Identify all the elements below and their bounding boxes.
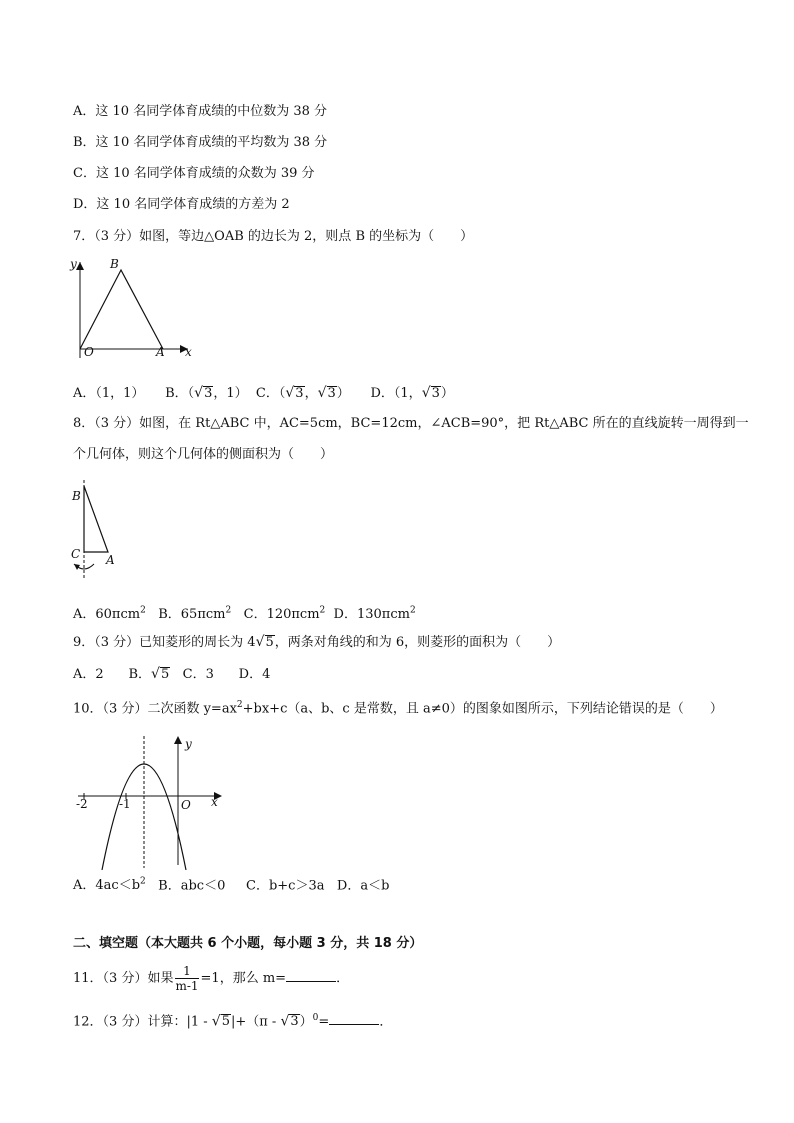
q8-label-c: C bbox=[71, 547, 81, 561]
q8-triangle bbox=[84, 486, 108, 552]
q7-label-b: B bbox=[110, 257, 119, 271]
q7-triangle bbox=[80, 270, 163, 349]
q9-option-c: C．3 bbox=[182, 667, 214, 682]
q7-option-b: B．（√3，1） bbox=[165, 385, 248, 401]
q10-options bbox=[73, 873, 389, 895]
q7-option-c: C．（√3，√3） bbox=[255, 385, 350, 401]
q10-option-d: D．a＜b bbox=[336, 878, 390, 894]
q9-options bbox=[73, 665, 270, 684]
q11-fraction: $\frac{1}{m-1}$ bbox=[175, 964, 199, 993]
q8-stem-line2: 个几何体，则这个几何体的侧面积为（ ） bbox=[73, 447, 334, 462]
q10-label-y: y bbox=[185, 737, 192, 751]
q9-option-a: A．2 bbox=[73, 667, 104, 682]
q7-option-d: D．（1，√3） bbox=[370, 385, 454, 401]
q10-option-c: C．b+c＞3a bbox=[246, 878, 325, 894]
q10-parabola-figure bbox=[70, 730, 230, 870]
section2-heading: 二、填空题（本大题共 6 个小题，每小题 3 分，共 18 分） bbox=[73, 936, 423, 951]
q8-option-b: B．65πcm$^2$ bbox=[158, 606, 232, 623]
q10-option-b: B．abc＜0 bbox=[158, 878, 226, 894]
q6-option-d: D．这 10 名同学体育成绩的方差为 2 bbox=[73, 197, 290, 212]
q10-label-x: x bbox=[211, 795, 218, 809]
q7-option-a: A．（1，1） bbox=[73, 386, 145, 401]
q7-label-a: A bbox=[156, 345, 165, 359]
q7-label-o: O bbox=[84, 345, 94, 359]
q9-stem: 9．（3 分）已知菱形的周长为 4√5，两条对角线的和为 6，则菱形的面积为（ ） bbox=[73, 634, 561, 650]
q8-triangle-figure bbox=[64, 478, 134, 588]
q7-stem: 7．（3 分）如图，等边△OAB 的边长为 2，则点 B 的坐标为（ ） bbox=[73, 229, 474, 244]
q7-triangle-figure bbox=[64, 254, 204, 362]
q10-option-a: A．$4ac<b^2$ bbox=[73, 877, 146, 894]
q7-label-x: x bbox=[185, 345, 192, 359]
q6-option-a: A．这 10 名同学体育成绩的中位数为 38 分 bbox=[73, 104, 328, 119]
q12: 12．（3 分）计算：|1 - √5|+（π - √3）$^0$= ． bbox=[73, 1013, 393, 1030]
q8-stem-line1: 8．（3 分）如图，在 Rt△ABC 中，AC=5cm，BC=12cm，∠ACB=90°，把 Rt△ABC 所在的直线旋转一周得到一 bbox=[73, 416, 749, 431]
q9-option-d: D．4 bbox=[238, 667, 271, 682]
q10-stem: 10．（3 分）二次函数 $y=ax^2+bx+c(a$、b、c 是常数，且 a≠0）的图象如图所示，下列结论错误的是（ ） bbox=[73, 700, 723, 717]
q11: 11．（3 分）如果 $\frac{1}{m-1}$ =1，那么 m= ． bbox=[73, 964, 350, 993]
q11-answer-blank[interactable] bbox=[286, 969, 336, 982]
q10-label-o: O bbox=[181, 798, 191, 812]
q8-label-b: B bbox=[72, 489, 81, 503]
q6-option-b: B．这 10 名同学体育成绩的平均数为 38 分 bbox=[73, 135, 328, 150]
q8-options bbox=[73, 602, 416, 624]
q6-option-c: C．这 10 名同学体育成绩的众数为 39 分 bbox=[73, 166, 315, 181]
q9-option-b: B．√5 bbox=[128, 666, 170, 682]
q8-option-c: C．120πcm$^2$ bbox=[243, 606, 326, 623]
q7-label-y: y bbox=[70, 257, 77, 271]
q10-label-minus2: -2 bbox=[76, 797, 88, 811]
q10-label-minus1: -1 bbox=[119, 797, 131, 811]
q8-option-a: A．60πcm$^2$ bbox=[73, 606, 146, 623]
q12-answer-blank[interactable] bbox=[329, 1012, 379, 1025]
q8-label-a: A bbox=[106, 553, 115, 567]
q7-options bbox=[73, 384, 454, 403]
q8-option-d: D．130πcm$^2$ bbox=[333, 606, 416, 623]
